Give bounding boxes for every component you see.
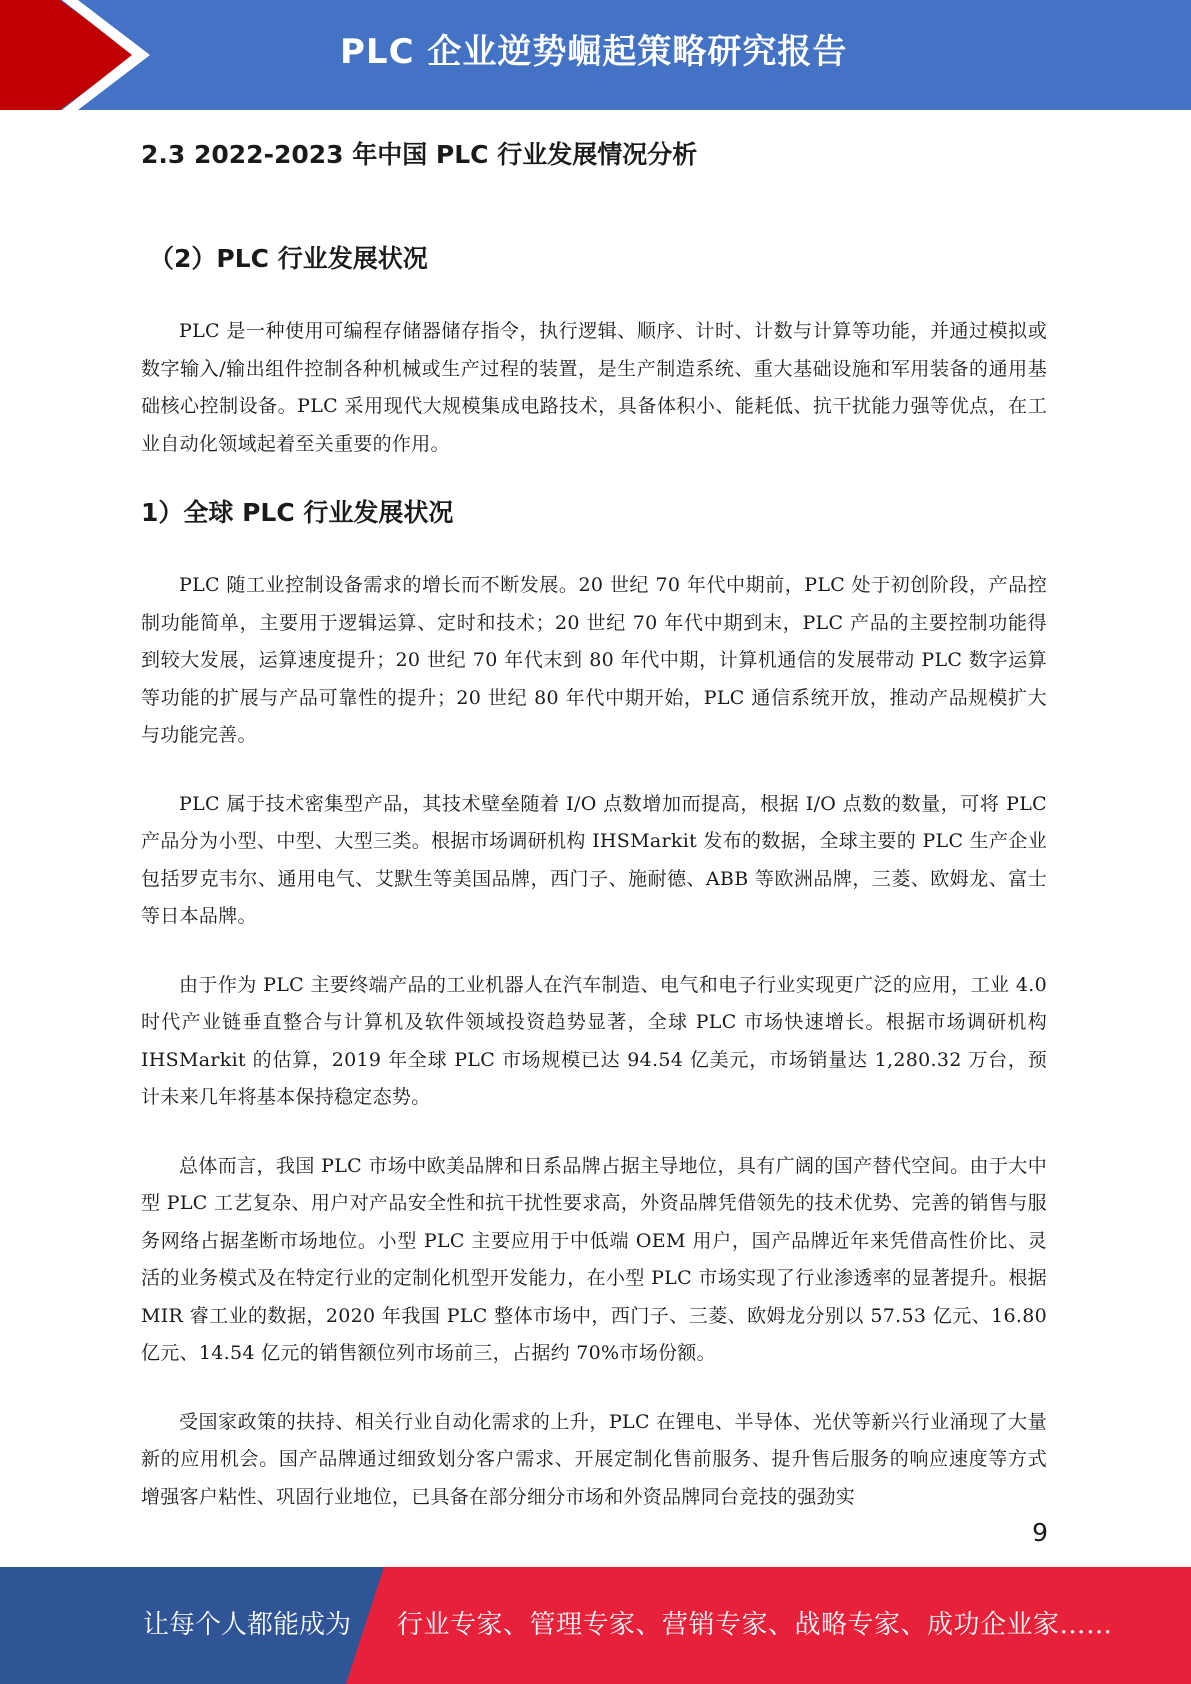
global-heading: 1）全球 PLC 行业发展状况 (141, 498, 454, 527)
footer-slogan-right: 行业专家、管理专家、营销专家、战略专家、成功企业家…… (397, 1610, 1113, 1640)
page-number: 9 (1032, 1518, 1048, 1547)
paragraph-classification: PLC 属于技术密集型产品，其技术壁垒随着 I/O 点数增加而提高，根据 I/O 点数的数量，可将 PLC 产品分为小型、中型、大型三类。根据市场调研机构 IHSMarkit 发布的数据，全球主要的 PLC 生产企业包括罗克韦尔、通用电气、艾默生等美国品牌，西门子、施耐德、ABB 等欧洲品牌，三菱、欧姆龙、富士等日本品牌。 (141, 792, 1047, 927)
footer-slogan-left: 让每个人都能成为 (143, 1610, 352, 1640)
subsection-heading: （2）PLC 行业发展状况 (149, 244, 428, 273)
report-title: PLC 企业逆势崛起策略研究报告 (340, 32, 848, 72)
page-footer (0, 1567, 1191, 1684)
page-header (0, 0, 1191, 110)
paragraph-market-size: 由于作为 PLC 主要终端产品的工业机器人在汽车制造、电气和电子行业实现更广泛的应用，工业 4.0 时代产业链垂直整合与计算机及软件领域投资趋势显著，全球 PLC 市场快速增长。根据市场调研机构 IHSMarkit 的估算，2019 年全球 PLC 市场规模已达 94.54 亿美元，市场销量达 1,280.32 万台，预计未来几年将基本保持稳定态势。 (141, 973, 1047, 1108)
paragraph-policy: 受国家政策的扶持、相关行业自动化需求的上升，PLC 在锂电、半导体、光伏等新兴行业涌现了大量新的应用机会。国产品牌通过细致划分客户需求、开展定制化售前服务、提升售后服务的响应速度等方式增强客户粘性、巩固行业地位，已具备在部分细分市场和外资品牌同台竞技的强劲实 (141, 1410, 1047, 1508)
intro-paragraph: PLC 是一种使用可编程存储器储存指令，执行逻辑、顺序、计时、计数与计算等功能，并通过模拟或数字输入/输出组件控制各种机械或生产过程的装置，是生产制造系统、重大基础设施和军用装备的通用基础核心控制设备。PLC 采用现代大规模集成电路技术，具备体积小、能耗低、抗干扰能力强等优点，在工业自动化领域起着至关重要的作用。 (141, 320, 1047, 455)
paragraph-history: PLC 随工业控制设备需求的增长而不断发展。20 世纪 70 年代中期前，PLC 处于初创阶段，产品控制功能简单，主要用于逻辑运算、定时和技术；20 世纪 70 年代中期到末，PLC 产品的主要控制功能得到较大发展，运算速度提升；20 世纪 70 年代末到 80 年代中期，计算机通信的发展带动 PLC 数字运算等功能的扩展与产品可靠性的提升；20 世纪 80 年代中期开始，PLC 通信系统开放，推动产品规模扩大与功能完善。 (141, 574, 1047, 746)
document-body (141, 120, 1047, 1516)
paragraph-domestic-market: 总体而言，我国 PLC 市场中欧美品牌和日系品牌占据主导地位，具有广阔的国产替代空间。由于大中型 PLC 工艺复杂、用户对产品安全性和抗干扰性要求高，外资品牌凭借领先的技术优势、完善的销售与服务网络占据垄断市场地位。小型 PLC 主要应用于中低端 OEM 用户，国产品牌近年来凭借高性价比、灵活的业务模式及在特定行业的定制化机型开发能力，在小型 PLC 市场实现了行业渗透率的显著提升。根据 MIR 睿工业的数据，2020 年我国 PLC 整体市场中，西门子、三菱、欧姆龙分别以 57.53 亿元、16.80 亿元、14.54 亿元的销售额位列市场前三，占据约 70%市场份额。 (141, 1154, 1047, 1364)
section-heading: 2.3 2022-2023 年中国 PLC 行业发展情况分析 (141, 140, 698, 169)
